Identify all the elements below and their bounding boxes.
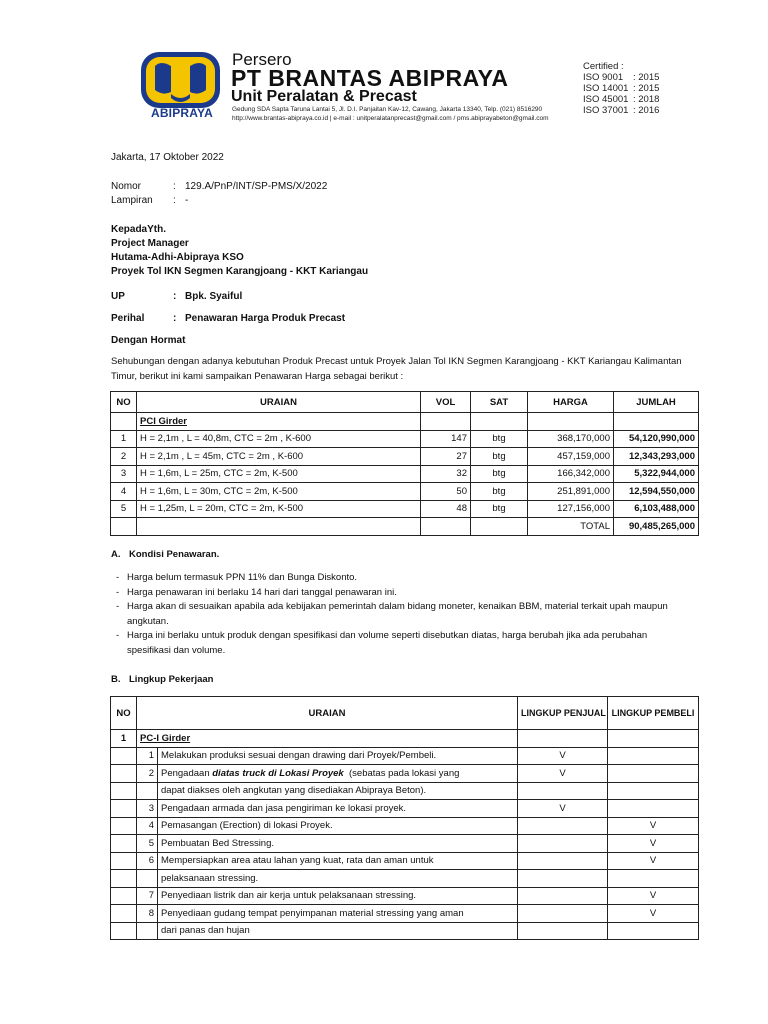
cell-vol: 147 bbox=[421, 430, 471, 448]
table-row bbox=[111, 765, 699, 783]
table-row bbox=[111, 465, 699, 483]
cell-vol: 48 bbox=[421, 500, 471, 518]
item-number: 7 bbox=[137, 887, 158, 905]
cell-no: 3 bbox=[111, 465, 137, 483]
intro-line-2: Timur, berikut ini kami sampaikan Penawaran Harga sebagai berikut : bbox=[111, 371, 404, 382]
cell-sat: btg bbox=[471, 483, 528, 501]
company-unit: Unit Peralatan & Precast bbox=[231, 88, 417, 105]
cell-sat: btg bbox=[471, 500, 528, 518]
cert-name: ISO 45001 bbox=[583, 94, 629, 105]
up-label: UP bbox=[111, 291, 125, 302]
cell-uraian: H = 1,25m, L = 20m, CTC = 2m, K-500 bbox=[137, 500, 421, 518]
group-label: PCI Girder bbox=[137, 413, 421, 431]
table-row bbox=[111, 870, 699, 888]
greeting: Dengan Hormat bbox=[111, 335, 186, 346]
list-item: - Harga belum termasuk PPN 11% dan Bunga Diskonto. bbox=[116, 571, 692, 586]
col-header: SAT bbox=[471, 392, 528, 413]
pembeli-mark: V bbox=[608, 817, 699, 835]
abipraya-logo-icon bbox=[141, 52, 220, 108]
penjual-mark bbox=[518, 922, 608, 940]
cert-year: : 2016 bbox=[633, 105, 660, 116]
section-a-letter: A. bbox=[111, 549, 121, 560]
table-row bbox=[111, 922, 699, 940]
scope-table-header bbox=[111, 697, 699, 730]
cert-row bbox=[583, 83, 659, 94]
item-text-post: (sebatas pada lokasi yang bbox=[343, 767, 460, 779]
nomor-value: 129.A/PnP/INT/SP-PMS/X/2022 bbox=[185, 181, 328, 192]
up-line bbox=[111, 290, 242, 304]
certifications bbox=[583, 61, 659, 116]
cell-harga: 127,156,000 bbox=[528, 500, 614, 518]
table-row bbox=[111, 500, 699, 518]
nomor-line bbox=[111, 180, 327, 194]
table-row bbox=[111, 747, 699, 765]
pembeli-mark bbox=[608, 782, 699, 800]
section-b-title: Lingkup Pekerjaan bbox=[129, 674, 214, 685]
table-row bbox=[111, 905, 699, 923]
cell-no: 5 bbox=[111, 500, 137, 518]
total-label: TOTAL bbox=[528, 518, 614, 536]
cell-jumlah: 5,322,944,000 bbox=[614, 465, 699, 483]
penjual-mark bbox=[518, 870, 608, 888]
penjual-mark bbox=[518, 817, 608, 835]
col-header: HARGA bbox=[528, 392, 614, 413]
cell-uraian: H = 2,1m , L = 40,8m, CTC = 2m , K-600 bbox=[137, 430, 421, 448]
cell-jumlah: 12,343,293,000 bbox=[614, 448, 699, 466]
penjual-mark: V bbox=[518, 765, 608, 783]
item-text: Penyediaan listrik dan air kerja untuk pelaksanaan stressing. bbox=[158, 887, 518, 905]
pembeli-mark: V bbox=[608, 887, 699, 905]
item-text: Pembuatan Bed Stressing. bbox=[158, 835, 518, 853]
cert-row bbox=[583, 94, 659, 105]
table-row bbox=[111, 413, 699, 431]
item-number bbox=[137, 782, 158, 800]
cert-name: ISO 9001 bbox=[583, 72, 624, 83]
pembeli-mark bbox=[608, 765, 699, 783]
cert-row bbox=[583, 72, 659, 83]
place-date: Jakarta, 17 Oktober 2022 bbox=[111, 152, 224, 163]
table-row bbox=[111, 483, 699, 501]
list-item: - Harga ini berlaku untuk produk dengan spesifikasi dan volume seperti disebutkan diatas, harga berubah jika ada perubahan spesifikasi dan volume. bbox=[116, 629, 692, 658]
up-value: Bpk. Syaiful bbox=[185, 291, 243, 302]
recipient-line-1: KepadaYth. bbox=[111, 224, 167, 235]
table-row bbox=[111, 887, 699, 905]
scope-table bbox=[110, 696, 699, 940]
cert-year: : 2015 bbox=[633, 72, 660, 83]
pembeli-mark: V bbox=[608, 835, 699, 853]
item-text: Mempersiapkan area atau lahan yang kuat, rata dan aman untuk bbox=[158, 852, 518, 870]
price-table bbox=[110, 391, 699, 536]
table-row bbox=[111, 852, 699, 870]
cert-name: ISO 37001 bbox=[583, 105, 629, 116]
cell-harga: 457,159,000 bbox=[528, 448, 614, 466]
price-table-header bbox=[111, 392, 699, 413]
recipient-line-4: Proyek Tol IKN Segmen Karangjoang - KKT Kariangau bbox=[111, 266, 369, 277]
item-number: 5 bbox=[137, 835, 158, 853]
total-row bbox=[111, 518, 699, 536]
logo-wordmark: ABIPRAYA bbox=[150, 106, 214, 120]
table-row bbox=[111, 800, 699, 818]
table-row bbox=[111, 817, 699, 835]
item-number: 4 bbox=[137, 817, 158, 835]
item-number: 3 bbox=[137, 800, 158, 818]
col-header: URAIAN bbox=[137, 392, 421, 413]
list-item: - Harga akan di sesuaikan apabila ada kebijakan pemerintah dalam bidang moneter, kenaikan BBM, material terkait upah maupun angkutan. bbox=[116, 600, 692, 629]
cell-jumlah: 12,594,550,000 bbox=[614, 483, 699, 501]
group-label: PC-I Girder bbox=[137, 730, 518, 748]
cell-no: 2 bbox=[111, 448, 137, 466]
cert-row bbox=[583, 105, 659, 116]
item-number: 2 bbox=[137, 765, 158, 783]
col-header: VOL bbox=[421, 392, 471, 413]
cell-harga: 166,342,000 bbox=[528, 465, 614, 483]
item-number bbox=[137, 922, 158, 940]
penjual-mark: V bbox=[518, 747, 608, 765]
cell-harga: 368,170,000 bbox=[528, 430, 614, 448]
table-row bbox=[111, 430, 699, 448]
recipient-line-3: Hutama-Adhi-Abipraya KSO bbox=[111, 252, 244, 263]
item-text: Penyediaan gudang tempat penyimpanan material stressing yang aman bbox=[158, 905, 518, 923]
section-b-letter: B. bbox=[111, 674, 121, 685]
section-a-title: Kondisi Penawaran. bbox=[129, 549, 220, 560]
item-text: Melakukan produksi sesuai dengan drawing dari Proyek/Pembeli. bbox=[158, 747, 518, 765]
conditions-list bbox=[116, 571, 692, 658]
item-number: 1 bbox=[137, 747, 158, 765]
perihal-line bbox=[111, 312, 345, 326]
item-number: 6 bbox=[137, 852, 158, 870]
item-number: 8 bbox=[137, 905, 158, 923]
item-text-pre: Pengadaan bbox=[161, 767, 213, 779]
colon: : bbox=[173, 313, 177, 324]
list-item: - Harga penawaran ini berlaku 14 hari dari tanggal penawaran ini. bbox=[116, 586, 692, 601]
section-b-heading bbox=[111, 674, 213, 685]
table-row bbox=[111, 448, 699, 466]
table-row bbox=[111, 782, 699, 800]
cell-jumlah: 54,120,990,000 bbox=[614, 430, 699, 448]
certified-label: Certified : bbox=[583, 61, 624, 72]
colon: : bbox=[173, 181, 176, 192]
cell-no: 1 bbox=[111, 430, 137, 448]
recipient-line-2: Project Manager bbox=[111, 238, 189, 249]
col-header: JUMLAH bbox=[614, 392, 699, 413]
col-header: LINGKUP PENJUAL bbox=[518, 697, 608, 730]
company-name: PT BRANTAS ABIPRAYA bbox=[231, 65, 509, 91]
item-text bbox=[158, 765, 518, 783]
item-text: dapat diakses oleh angkutan yang disediakan Abipraya Beton). bbox=[158, 782, 518, 800]
item-text-emphasis: diatas truck di Lokasi Proyek bbox=[212, 767, 344, 779]
pembeli-mark bbox=[608, 870, 699, 888]
cell-jumlah: 6,103,488,000 bbox=[614, 500, 699, 518]
colon: : bbox=[173, 195, 176, 206]
penjual-mark bbox=[518, 887, 608, 905]
total-value: 90,485,265,000 bbox=[614, 518, 699, 536]
penjual-mark: V bbox=[518, 800, 608, 818]
penjual-mark bbox=[518, 782, 608, 800]
company-persero: Persero bbox=[232, 50, 292, 69]
cell-uraian: H = 2,1m , L = 45m, CTC = 2m , K-600 bbox=[137, 448, 421, 466]
intro-line-1: Sehubungan dengan adanya kebutuhan Produk Precast untuk Proyek Jalan Tol IKN Segmen Karangjoang - KKT Kariangau Kalimantan bbox=[111, 356, 682, 367]
pembeli-mark bbox=[608, 747, 699, 765]
colon: : bbox=[173, 291, 177, 302]
group-no: 1 bbox=[111, 730, 137, 748]
cell-uraian: H = 1,6m, L = 30m, CTC = 2m, K-500 bbox=[137, 483, 421, 501]
pembeli-mark bbox=[608, 922, 699, 940]
item-text: pelaksanaan stressing. bbox=[158, 870, 518, 888]
penjual-mark bbox=[518, 835, 608, 853]
pembeli-mark bbox=[608, 800, 699, 818]
table-row bbox=[111, 835, 699, 853]
item-text: Pemasangan (Erection) di lokasi Proyek. bbox=[158, 817, 518, 835]
item-text: dari panas dan hujan bbox=[158, 922, 518, 940]
col-header: LINGKUP PEMBELI bbox=[608, 697, 699, 730]
penjual-mark bbox=[518, 905, 608, 923]
lampiran-label: Lampiran bbox=[111, 195, 153, 206]
perihal-value: Penawaran Harga Produk Precast bbox=[185, 313, 346, 324]
cell-harga: 251,891,000 bbox=[528, 483, 614, 501]
section-a-heading bbox=[111, 549, 219, 560]
company-address: Gedung SDA Sapta Taruna Lantai 5, Jl. D.I. Panjaitan Kav-12, Cawang, Jakarta 13340, Telp. (021) 8516290 bbox=[232, 106, 543, 113]
cell-sat: btg bbox=[471, 465, 528, 483]
pembeli-mark: V bbox=[608, 852, 699, 870]
nomor-label: Nomor bbox=[111, 181, 142, 192]
cell-vol: 50 bbox=[421, 483, 471, 501]
lampiran-line bbox=[111, 194, 188, 208]
company-web-email: http://www.brantas-abipraya.co.id | e-mail : unitperalatanprecast@gmail.com / pms.abiprayabeton@gmail.com bbox=[232, 115, 549, 122]
col-header: NO bbox=[111, 392, 137, 413]
item-text: Pengadaan armada dan jasa pengiriman ke lokasi proyek. bbox=[158, 800, 518, 818]
lampiran-value: - bbox=[185, 195, 189, 206]
pembeli-mark: V bbox=[608, 905, 699, 923]
cert-year: : 2015 bbox=[633, 83, 660, 94]
cell-vol: 32 bbox=[421, 465, 471, 483]
col-header: URAIAN bbox=[137, 697, 518, 730]
penjual-mark bbox=[518, 852, 608, 870]
cell-sat: btg bbox=[471, 430, 528, 448]
cell-no: 4 bbox=[111, 483, 137, 501]
item-number bbox=[137, 870, 158, 888]
cell-uraian: H = 1,6m, L = 25m, CTC = 2m, K-500 bbox=[137, 465, 421, 483]
cell-vol: 27 bbox=[421, 448, 471, 466]
col-header: NO bbox=[111, 697, 137, 730]
perihal-label: Perihal bbox=[111, 313, 145, 324]
cert-name: ISO 14001 bbox=[583, 83, 629, 94]
table-row bbox=[111, 730, 699, 748]
cert-year: : 2018 bbox=[633, 94, 660, 105]
cell-sat: btg bbox=[471, 448, 528, 466]
